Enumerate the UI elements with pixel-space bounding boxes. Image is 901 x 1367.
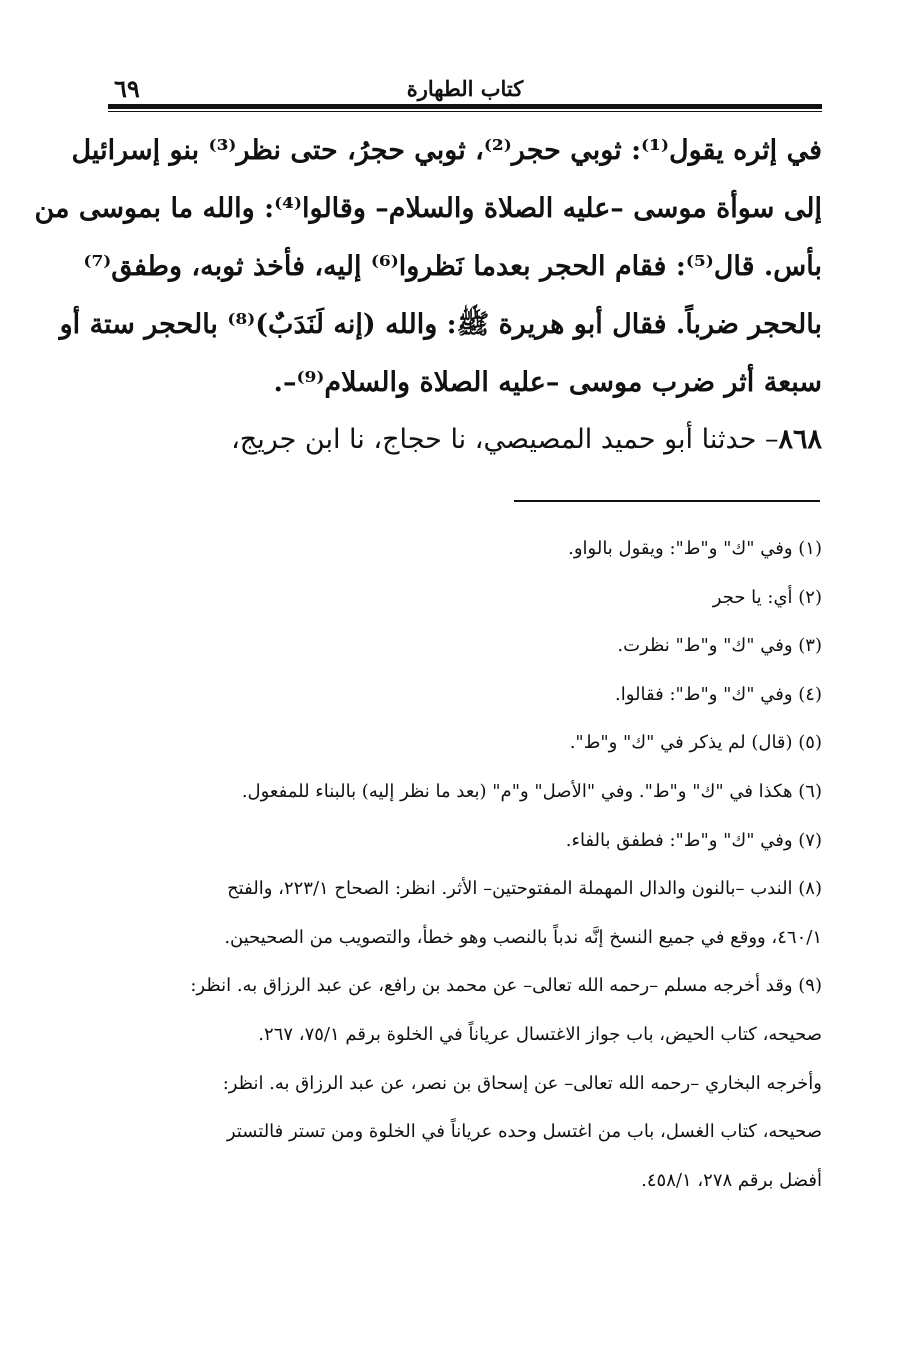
footnote: (٩) وقد أخرجه مسلم –رحمه الله تعالى– عن محمد بن رافع، عن عبد الرزاق به. انظر: — [190, 975, 822, 997]
hadith-text: – حدثنا أبو حميد المصيصي، نا حجاج، نا ابن جريج، — [231, 424, 779, 455]
footnote-continuation: صحيحه، كتاب الحيض، باب جواز الاغتسال عرياناً في الخلوة برقم ٧٥/١، ٢٦٧. — [258, 1023, 822, 1045]
text-line: بأس. قال⁽⁵⁾: فقام الحجر بعدما نَظروا⁽⁶⁾ إليه، فأخذ ثوبه، وطفق⁽⁷⁾ — [83, 251, 822, 282]
footnote: (٢) أي: يا حجر — [712, 586, 822, 608]
footnote-continuation: ٤٦٠/١، ووقع في جميع النسخ إنَّه ندباً بالنصب وهو خطأ، والتصويب من الصحيحين. — [224, 926, 822, 948]
page-number: ٦٩ — [114, 74, 140, 103]
footnote: (٦) هكذا في "ك" و"ط". وفي "الأصل" و"م" (بعد ما نظر إليه) بالبناء للمفعول. — [241, 780, 822, 802]
footnote: (٧) وفي "ك" و"ط": فطفق بالفاء. — [565, 829, 822, 851]
footnote: (٥) (قال) لم يذكر في "ك" و"ط". — [569, 732, 822, 754]
footnote-separator — [514, 500, 820, 502]
footnotes — [108, 525, 822, 1205]
text-line: إلى سوأة موسى –عليه الصلاة والسلام– وقالوا⁽⁴⁾: والله ما بموسى من — [34, 193, 822, 224]
footnote-continuation: وأخرجه البخاري –رحمه الله تعالى– عن إسحاق بن نصر، عن عبد الرزاق به. انظر: — [222, 1072, 822, 1094]
footnote-continuation: أفضل برقم ٢٧٨، ٤٥٨/١. — [641, 1169, 822, 1191]
hadith-number: ٨٦٨ — [778, 424, 822, 455]
header-rule — [108, 104, 822, 109]
footnote: (١) وفي "ك" و"ط": ويقول بالواو. — [568, 538, 822, 559]
text-line: سبعة أثر ضرب موسى –عليه الصلاة والسلام⁽⁹⁾–. — [273, 367, 822, 398]
footnote: (٨) الندب –بالنون والدال المهملة المفتوحتين– الأثر. انظر: الصحاح ٢٢٣/١، والفتح — [227, 878, 822, 900]
footnote: (٤) وفي "ك" و"ط": فقالوا. — [615, 683, 822, 705]
text-line: بالحجر ضرباً. فقال أبو هريرة ﷺ: والله (إنه لَنَدَبٌ)⁽⁸⁾ بالحجر ستة أو — [59, 309, 822, 340]
footnote-continuation: صحيحه، كتاب الغسل، باب من اغتسل وحده عرياناً في الخلوة ومن تستر فالتستر — [226, 1121, 822, 1143]
page-header — [108, 72, 822, 106]
header-rule-thin — [108, 111, 822, 112]
main-text — [34, 122, 822, 412]
running-title: كتاب الطهارة — [406, 76, 524, 101]
text-line: في إثره يقول⁽¹⁾: ثوبي حجر⁽²⁾، ثوبي حجرُ، حتى نظر⁽³⁾ بنو إسرائيل — [71, 135, 822, 166]
footnote: (٣) وفي "ك" و"ط" نظرت. — [617, 635, 822, 657]
hadith-chain — [108, 415, 822, 465]
